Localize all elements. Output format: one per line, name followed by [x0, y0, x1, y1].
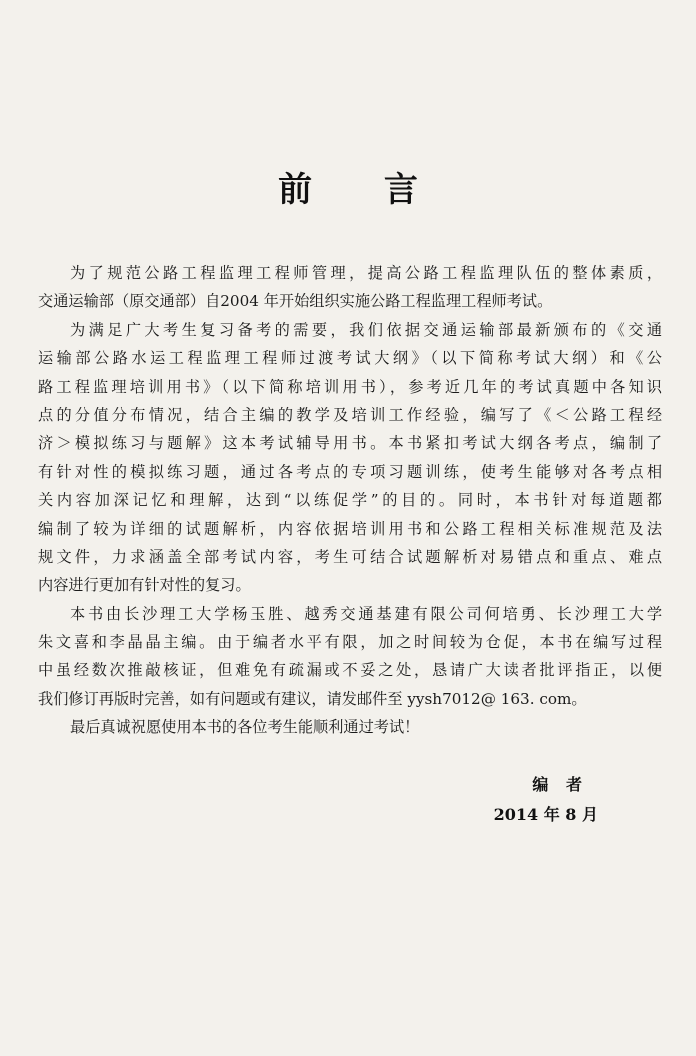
text-line: 我们修订再版时完善，如有问题或有建议，请发邮件至 yysh7012@ 163. com。: [38, 689, 587, 708]
author-label: 编 者: [532, 775, 588, 794]
text-line: 运输部公路水运工程监理工程师过渡考试大纲》（以下简称考试大纲）和《公: [38, 349, 662, 368]
text-line: 朱文喜和李晶晶主编。由于编者水平有限，加之时间较为仓促，本书在编写过程: [38, 633, 662, 652]
text-line: 中虽经数次推敲核证，但难免有疏漏或不妥之处，恳请广大读者批评指正，以便: [38, 661, 662, 680]
text-line: 本书由长沙理工大学杨玉胜、越秀交通基建有限公司何培勇、长沙理工大学: [70, 604, 662, 623]
page-title: 前 言: [278, 170, 448, 210]
text-line: 点的分值分布情况，结合主编的教学及培训工作经验，编写了《＜公路工程经: [38, 405, 662, 424]
text-line: 为了规范公路工程监理工程师管理，提高公路工程监理队伍的整体素质，: [70, 264, 662, 282]
signature-block: [494, 770, 598, 830]
preface-body: [38, 259, 662, 742]
text-line: 济＞模拟练习与题解》这本考试辅导用书。本书紧扣考试大纲各考点，编制了: [38, 434, 662, 453]
date-label: 2014 年 8 月: [493, 805, 598, 824]
text-line: 规文件，力求涵盖全部考试内容，考生可结合试题解析对易错点和重点、难点: [38, 547, 662, 566]
text-line: 最后真诚祝愿使用本书的各位考生能顺利通过考试！: [70, 718, 420, 737]
text-line: 路工程监理培训用书》（以下简称培训用书），参考近几年的考试真题中各知识: [38, 377, 662, 396]
text-line: 交通运输部（原交通部）自2004 年开始组织实施公路工程监理工程师考试。: [38, 292, 553, 311]
text-line: 内容进行更加有针对性的复习。: [38, 576, 251, 595]
text-line: 关内容加深记忆和理解，达到“以练促学”的目的。同时，本书针对每道题都: [38, 491, 662, 510]
text-line: 编制了较为详细的试题解析，内容依据培训用书和公路工程相关标准规范及法: [38, 519, 662, 538]
text-line: 为满足广大考生复习备考的需要，我们依据交通运输部最新颁布的《交通: [70, 320, 662, 339]
text-line: 有针对性的模拟练习题，通过各考点的专项习题训练，使考生能够对各考点相: [38, 462, 662, 481]
